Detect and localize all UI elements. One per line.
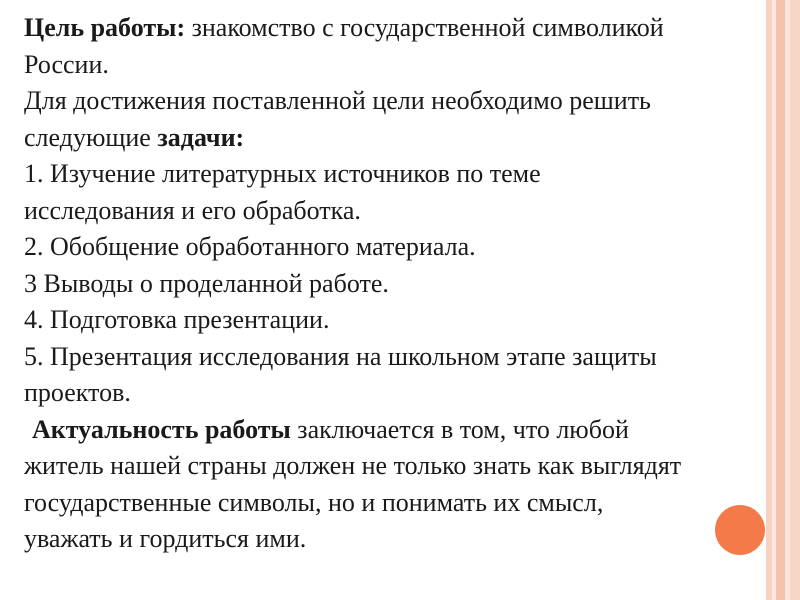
- decorative-circle: [715, 505, 765, 555]
- slide-text: [24, 10, 800, 558]
- goal-text: знакомство с государственной символикой: [185, 13, 664, 42]
- tasks-heading: задачи:: [157, 122, 245, 152]
- relevance-heading: Актуальность работы: [32, 414, 291, 444]
- task-4: 4. Подготовка презентации.: [24, 305, 330, 334]
- task-5-line-2: проектов.: [24, 378, 131, 407]
- relevance-text: заключается в том, что любой: [290, 414, 629, 444]
- goal-line-2: России.: [24, 49, 109, 79]
- task-2: 2. Обобщение обработанного материала.: [24, 232, 476, 261]
- goal-line-1: [24, 10, 800, 47]
- tasks-intro-text: следующие: [24, 122, 158, 152]
- task-3: 3 Выводы о проделанной работе.: [24, 268, 389, 298]
- relevance-line-4: уважать и гордиться ими.: [24, 524, 307, 553]
- relevance-line-3: государственные символы, но и понимать их смысл,: [24, 487, 604, 517]
- task-5-line-1: 5. Презентация исследования на школьном этапе защиты: [24, 341, 657, 371]
- tasks-intro-line-2: [24, 120, 800, 157]
- tasks-intro-line-1: Для достижения поставленной цели необходимо решить: [24, 86, 651, 115]
- goal-heading: Цель работы:: [24, 13, 186, 42]
- relevance-line-1: [24, 412, 800, 449]
- task-1-line-2: исследования и его обработка.: [24, 195, 361, 225]
- relevance-line-2: житель нашей страны должен не только знать как выглядят: [24, 451, 682, 480]
- task-1-line-1: 1. Изучение литературных источников по теме: [24, 159, 541, 188]
